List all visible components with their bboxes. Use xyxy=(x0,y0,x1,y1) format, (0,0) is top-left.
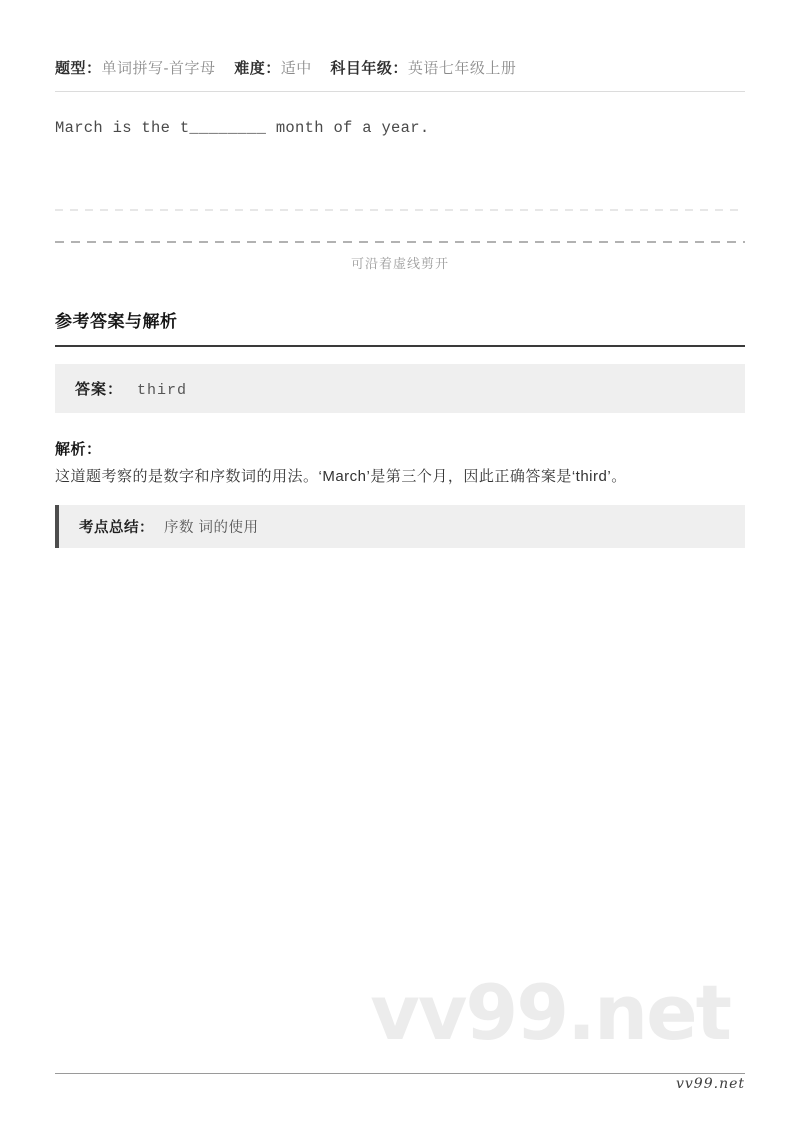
meta-difficulty-value: 适中 xyxy=(280,60,312,77)
meta-difficulty xyxy=(234,60,312,77)
site-watermark: vv99.net xyxy=(370,968,730,1057)
cut-caption: 可沿着虚线剪开 xyxy=(350,256,449,271)
keypoint-value: 序数 词的使用 xyxy=(164,520,259,536)
cut-dashed-line-dark xyxy=(55,241,745,243)
meta-subject-grade-label: 科目年级： xyxy=(330,60,408,77)
cut-dashed-line-light xyxy=(55,209,745,211)
keypoint-box xyxy=(55,505,745,548)
footer-site-name: vv99.net xyxy=(675,1076,745,1092)
answer-box xyxy=(55,364,745,413)
meta-question-type xyxy=(55,60,216,77)
meta-question-type-label: 题型： xyxy=(55,60,102,77)
keypoint-label: 考点总结： xyxy=(79,520,154,536)
analysis-text: 这道题考察的是数字和序数词的用法。‘March’是第三个月，因此正确答案是‘third’。 xyxy=(55,468,627,485)
meta-subject-grade-value: 英语七年级上册 xyxy=(407,60,517,77)
analysis-label: 解析： xyxy=(55,441,102,458)
question-text: March is the t________ month of a year. xyxy=(55,119,430,137)
page-footer xyxy=(55,1073,745,1093)
meta-subject-grade xyxy=(330,60,516,77)
question-meta-row xyxy=(55,0,745,78)
answer-label: 答案： xyxy=(75,381,124,398)
meta-question-type-value: 单词拼写-首字母 xyxy=(101,60,216,77)
meta-divider-line xyxy=(55,91,745,92)
meta-difficulty-label: 难度： xyxy=(234,60,281,77)
answer-section-title: 参考答案与解析 xyxy=(55,307,745,347)
page-content xyxy=(0,0,800,548)
answer-value: third xyxy=(137,382,188,399)
